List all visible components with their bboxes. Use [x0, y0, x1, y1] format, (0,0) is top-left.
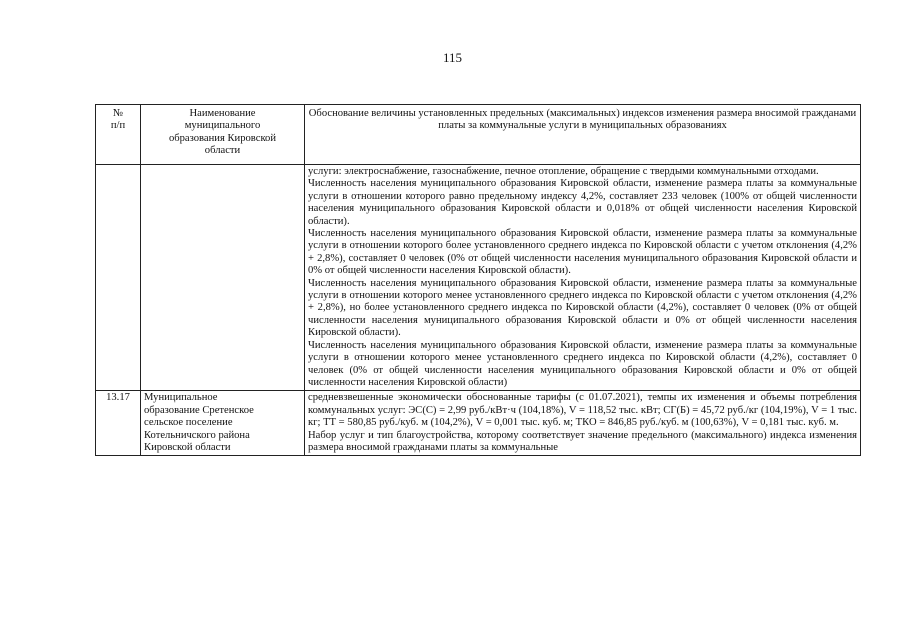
header-municipality-name: Наименование муниципального образования Кировской области: [141, 105, 305, 165]
table-row: [96, 165, 861, 391]
page-number: 115: [442, 50, 463, 65]
row-justification: [305, 391, 861, 456]
justification-paragraph: Численность населения муниципального образования Кировской области, изменение размера платы за коммунальные услуги в отношении которого равно предельному индексу 4,2%, составляет 233 человек (100% от общей численности населения муниципального образования Кировской области и 0,018% от общей численности населения Кировской области).: [308, 178, 857, 227]
row-number: 13.17: [96, 391, 141, 456]
justification-paragraph: Численность населения муниципального образования Кировской области, изменение размера платы за коммунальные услуги в отношении которого более установленного среднего индекса по Кировской области с учетом отклонения (4,2% + 2,8%), составляет 0 человек (0% от общей численности населения муниципального образования Кировской области и 0% от общей численности населения Кировской области).: [308, 228, 857, 277]
row-justification: [305, 165, 861, 391]
header-number: № п/п: [96, 105, 141, 165]
justification-paragraph: Численность населения муниципального образования Кировской области, изменение размера платы за коммунальные услуги в отношении которого менее установленного среднего индекса по Кировской области с учетом отклонения (4,2% + 2,8%), но более установленного среднего индекса по Кировской области (4,2%), составляет 0 человек (0% от общей численности населения муниципального образования Кировской области и 0% от общей численности населения Кировской области).: [308, 277, 857, 339]
justification-paragraph: Численность населения муниципального образования Кировской области, изменение размера платы за коммунальные услуги в отношении которого менее установленного среднего индекса по Кировской области (4,2%), составляет 0 человек (0% от общей численности населения муниципального образования Кировской области и 0% от общей численности населения Кировской области): [308, 339, 857, 388]
table-row: [96, 391, 861, 456]
justification-paragraph: Набор услуг и тип благоустройства, которому соответствует значение предельного (максимального) индекса изменения размера вносимой гражданами платы за коммунальные: [308, 429, 857, 453]
row-municipality-name: [141, 165, 305, 391]
justification-paragraph: средневзвешенные экономически обоснованные тарифы (с 01.07.2021), темпы их изменения и объемы потребления коммунальных услуг: ЭС(С) = 2,99 руб./кВт·ч (104,18%), V = 118,52 тыс. кВт; СГ(Б) = 45,72 руб./кг (104,19%), V = 1 тыс. кг; ТТ = 580,85 руб./куб. м (104,2%), V = 0,001 тыс. куб. м; ТКО = 846,85 руб./куб. м (100,63%), V = 0,181 тыс. куб. м.: [308, 392, 857, 429]
tariff-index-table: [95, 104, 861, 456]
row-municipality-name: Муниципальное образование Сретенское сельское поселение Котельничского района Кировской области: [141, 391, 305, 456]
table-header-row: [96, 105, 861, 165]
justification-paragraph: услуги: электроснабжение, газоснабжение, печное отопление, обращение с твердыми коммунальными отходами.: [308, 166, 819, 177]
header-justification: Обоснование величины установленных предельных (максимальных) индексов изменения размера вносимой гражданами платы за коммунальные услуги в муниципальных образованиях: [305, 105, 861, 165]
row-number: [96, 165, 141, 391]
